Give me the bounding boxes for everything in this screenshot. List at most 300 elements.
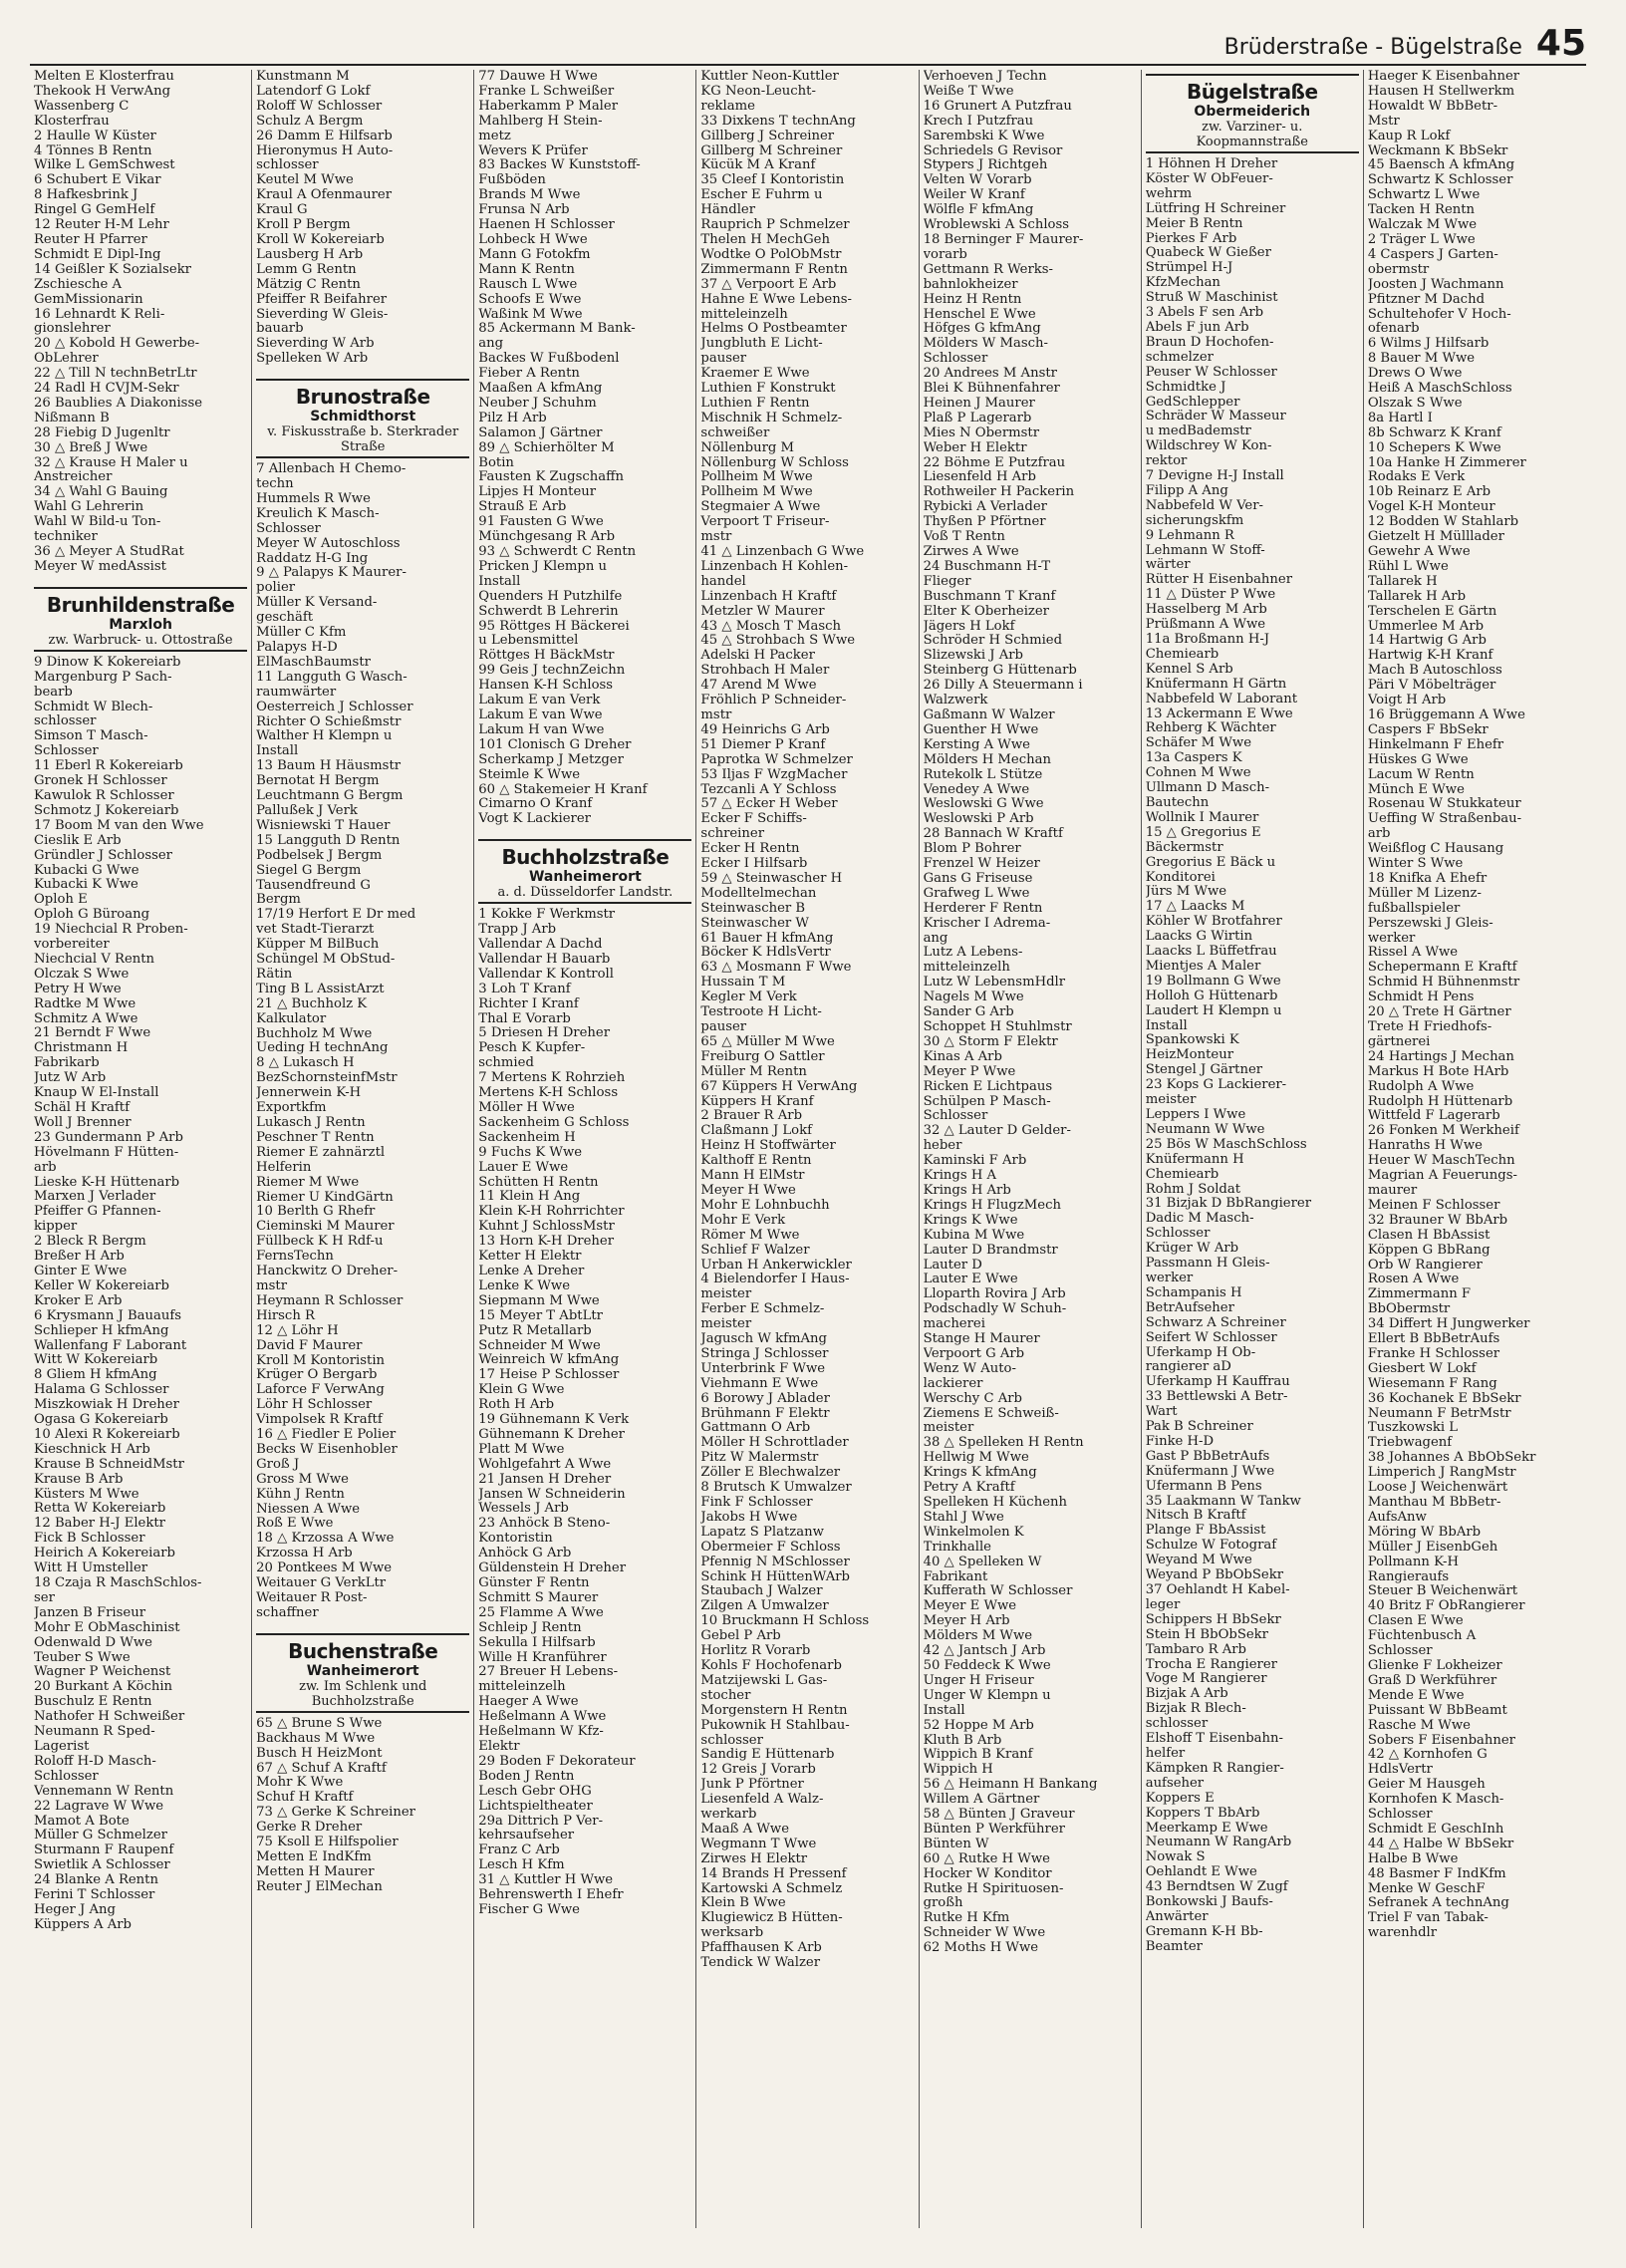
directory-entry: Buschulz E Rentn: [34, 1695, 152, 1710]
directory-entry: Jennerwein K-H: [256, 1086, 362, 1101]
directory-entry: techniker: [34, 530, 98, 545]
directory-entry: Krech I Putzfrau: [923, 114, 1034, 129]
street-name: Bügelstraße: [1187, 80, 1318, 104]
directory-entry: Knüfermann H: [1145, 1152, 1244, 1167]
directory-entry: Vallendar H Bauarb: [478, 952, 611, 967]
directory-entry: Freiburg O Sattler: [700, 1049, 825, 1064]
directory-entry: Jagusch W kfmAng: [700, 1332, 827, 1347]
directory-entry: 24 Buschmann H-T: [923, 559, 1051, 574]
directory-entry: Nißmann B: [34, 411, 110, 425]
directory-entry: Hüskes G Wwe: [1367, 752, 1469, 767]
directory-entry: 7 Devigne H-J Install: [1145, 469, 1284, 484]
directory-entry: Unger H Friseur: [923, 1673, 1034, 1688]
directory-entry: Brands M Wwe: [478, 188, 581, 203]
directory-entry: 21 Berndt F Wwe: [34, 1026, 151, 1041]
directory-entry: Wassenberg C: [34, 99, 130, 114]
directory-entry: aufseher: [1145, 1776, 1205, 1791]
directory-entry: Schepermann E Kraftf: [1367, 961, 1517, 976]
directory-entry: Möller H Schrottlader: [700, 1436, 849, 1451]
directory-entry: Oploh G Büroang: [34, 908, 150, 923]
directory-entry: vorbereiter: [34, 938, 110, 953]
directory-entry: Küsters M Wwe: [34, 1487, 139, 1502]
directory-entry: Clasen H BbAssist: [1367, 1228, 1490, 1243]
directory-entry: Markus H Bote HArb: [1367, 1064, 1509, 1079]
directory-entry: Boden J Rentn: [478, 1769, 575, 1784]
directory-entry: Rasche M Wwe: [1367, 1718, 1471, 1733]
directory-entry: Manthau M BbBetr-: [1367, 1496, 1501, 1510]
directory-entry: Zimmermann F Rentn: [700, 262, 848, 277]
directory-entry: 17 Heise P Schlosser: [478, 1368, 620, 1383]
directory-entry: Fieber A Rentn: [478, 367, 580, 382]
directory-entry: Kroll M Kontoristin: [256, 1353, 386, 1368]
directory-entry: BbObermstr: [1367, 1302, 1451, 1317]
directory-entry: Küppers H Kranf: [700, 1094, 814, 1109]
directory-entry: Wegmann T Wwe: [700, 1837, 817, 1851]
directory-entry: Gans G Friseuse: [923, 871, 1033, 886]
directory-entry: Ketter H Elektr: [478, 1250, 582, 1265]
directory-entry: 32 △ Lauter D Gelder-: [923, 1124, 1071, 1139]
directory-entry: Päri V Möbelträger: [1367, 679, 1496, 694]
directory-entry: ser: [34, 1590, 55, 1605]
directory-entry: schmelzer: [1145, 350, 1214, 365]
directory-entry: vet Stadt-Tierarzt: [256, 923, 375, 938]
directory-entry: Schneider M Wwe: [478, 1338, 601, 1353]
directory-entry: 3 Loh T Kranf: [478, 982, 571, 996]
directory-entry: 23 Anhöck B Steno-: [478, 1517, 611, 1532]
directory-entry: Kieschnick H Arb: [34, 1442, 150, 1457]
directory-entry: Lehmann W Stoff-: [1145, 543, 1265, 558]
directory-entry: Riemer E zahnärztl: [256, 1145, 386, 1160]
directory-entry: Kraul G: [256, 203, 308, 218]
directory-entry: Sander G Arb: [923, 1005, 1014, 1020]
directory-entry: Heßelmann W Kfz-: [478, 1725, 604, 1740]
directory-entry: Krüger O Bergarb: [256, 1368, 378, 1383]
directory-entry: Hanckwitz O Dreher-: [256, 1265, 399, 1279]
directory-entry: Füchtenbusch A: [1367, 1629, 1477, 1644]
directory-entry: 60 △ Rutke H Wwe: [923, 1851, 1050, 1866]
directory-entry: Puissant W BbBeamt: [1367, 1703, 1507, 1718]
directory-entry: 29 Boden F Dekorateur: [478, 1754, 636, 1769]
directory-entry: Schulze W Fotograf: [1145, 1539, 1277, 1554]
directory-entry: Klugiewicz B Hütten-: [700, 1911, 843, 1926]
directory-entry: Güldenstein H Dreher: [478, 1561, 627, 1576]
directory-entry: Zschiesche A: [34, 277, 122, 292]
directory-entry: Köhler W Brotfahrer: [1145, 915, 1282, 930]
directory-entry: 32 △ Krause H Maler u: [34, 455, 188, 470]
directory-entry: 15 △ Gregorius E: [1145, 825, 1261, 840]
directory-entry: mstr: [256, 1278, 288, 1293]
entry-list: [924, 70, 1137, 1956]
directory-entry: Haeger A Wwe: [478, 1695, 579, 1710]
column-1: [30, 70, 252, 2228]
directory-entry: Bizjak A Arb: [1145, 1687, 1228, 1702]
directory-entry: Rätin: [256, 967, 293, 982]
directory-entry: Thal E Vorarb: [478, 1011, 571, 1026]
directory-entry: 67 Küppers H VerwAng: [700, 1079, 858, 1094]
directory-entry: Schampanis H: [1145, 1285, 1242, 1300]
directory-entry: Anstreicher: [34, 470, 113, 485]
directory-entry: Voigt H Arb: [1367, 694, 1447, 709]
directory-entry: 17/19 Herfort E Dr med: [256, 908, 416, 923]
directory-entry: Ecker H Rentn: [700, 842, 800, 857]
entry-list: [256, 1717, 469, 1895]
directory-entry: Kraul A Ofenmaurer: [256, 188, 393, 203]
directory-entry: Lutz A Lebens-: [923, 946, 1023, 961]
directory-entry: Tendick W Walzer: [700, 1956, 821, 1971]
directory-entry: Jakobs H Wwe: [700, 1510, 798, 1525]
directory-entry: Weyand M Wwe: [1145, 1554, 1252, 1568]
directory-entry: Chemiearb: [1145, 647, 1220, 662]
directory-entry: Sobers F Eisenbahner: [1367, 1733, 1515, 1748]
directory-entry: leger: [1145, 1597, 1181, 1612]
directory-entry: Install: [923, 1703, 965, 1718]
directory-entry: Keutel M Wwe: [256, 173, 354, 188]
directory-entry: 93 △ Schwerdt C Rentn: [478, 545, 637, 559]
directory-entry: 6 Schubert E Vikar: [34, 173, 161, 188]
directory-entry: ang: [478, 337, 504, 352]
directory-entry: Tambaro R Arb: [1145, 1642, 1246, 1657]
directory-entry: Fink F Schlosser: [700, 1496, 813, 1510]
directory-entry: Heirich A Kokereiarb: [34, 1547, 175, 1561]
directory-entry: Mann G Fotokfm: [478, 247, 591, 262]
directory-entry: Janzen B Friseur: [34, 1605, 146, 1620]
directory-entry: Busch H HeizMont: [256, 1746, 383, 1761]
directory-entry: BetrAufseher: [1145, 1300, 1234, 1315]
directory-entry: Hansen K-H Schloss: [478, 679, 614, 694]
directory-entry: Ecker I Hilfsarb: [700, 857, 808, 872]
directory-entry: 53 Iljas F WzgMacher: [700, 767, 848, 782]
entry-list: [34, 70, 247, 575]
directory-entry: Meyer E Wwe: [923, 1599, 1017, 1614]
directory-entry: Lemm G Rentn: [256, 262, 357, 277]
directory-entry: Krings H Arb: [923, 1183, 1011, 1198]
directory-entry: Ricken E Lichtpaus: [923, 1079, 1053, 1094]
directory-entry: Hirsch R: [256, 1308, 315, 1323]
directory-entry: Waßink M Wwe: [478, 307, 583, 322]
directory-entry: Lohbeck H Wwe: [478, 232, 588, 247]
directory-entry: Verpoort G Arb: [923, 1346, 1025, 1361]
directory-entry: Schultehofer V Hoch-: [1367, 307, 1511, 322]
directory-entry: Brühmann F Elektr: [700, 1406, 830, 1421]
directory-entry: Hahne E Wwe Lebens-: [700, 292, 852, 307]
directory-entry: Heiß A MaschSchloss: [1367, 382, 1512, 397]
directory-entry: Ting B L AssistArzt: [256, 982, 385, 996]
directory-entry: Kubina M Wwe: [923, 1228, 1025, 1243]
directory-entry: schlosser: [34, 714, 97, 729]
directory-entry: 34 △ Wahl G Bauing: [34, 485, 168, 500]
directory-entry: Händler: [700, 203, 756, 218]
directory-entry: 20 △ Trete H Gärtner: [1367, 1005, 1511, 1020]
directory-entry: Krüger W Arb: [1145, 1242, 1239, 1257]
directory-entry: Quabeck W Gießer: [1145, 246, 1271, 261]
directory-entry: Morgenstern H Rentn: [700, 1703, 848, 1718]
directory-entry: 10 Bruckmann H Schloss: [700, 1614, 870, 1629]
directory-entry: Glienke F Lokheizer: [1367, 1658, 1502, 1673]
directory-entry: Ummerlee M Arb: [1367, 619, 1485, 634]
directory-entry: Wohlgefahrt A Wwe: [478, 1457, 612, 1472]
directory-entry: Quenders H Putzhilfe: [478, 589, 623, 604]
directory-entry: Graß D Werkführer: [1367, 1673, 1497, 1688]
entry-list: [34, 656, 247, 1933]
directory-entry: Junk P Pförtner: [700, 1778, 804, 1793]
directory-entry: Mientjes A Maler: [1145, 959, 1261, 974]
directory-entry: Metzler W Maurer: [700, 604, 825, 619]
directory-entry: Laudert H Klempn u: [1145, 1003, 1282, 1018]
directory-entry: Voge M Rangierer: [1145, 1672, 1267, 1687]
directory-entry: Viehmann E Wwe: [700, 1376, 819, 1391]
directory-entry: Pfeiffer G Pfannen-: [34, 1205, 161, 1220]
directory-entry: 38 Johannes A BbObSekr: [1367, 1451, 1536, 1466]
directory-entry: Hieronymus H Auto-: [256, 143, 394, 158]
column-4: [696, 70, 919, 2228]
directory-entry: Lutz W LebensmHdlr: [923, 976, 1066, 991]
directory-entry: Klosterfrau: [34, 114, 110, 129]
directory-entry: 16 △ Fiedler E Polier: [256, 1428, 397, 1443]
directory-entry: Horlitz R Vorarb: [700, 1644, 811, 1659]
directory-entry: Mohr E ObMaschinist: [34, 1620, 180, 1635]
directory-entry: 11 Langguth G Wasch-: [256, 670, 407, 685]
directory-entry: Reuter J ElMechan: [256, 1879, 383, 1894]
directory-entry: Pollheim M Wwe: [700, 485, 813, 500]
directory-entry: Lütfring H Schreiner: [1145, 201, 1286, 216]
directory-entry: Kersting A Wwe: [923, 737, 1030, 752]
directory-entry: gionslehrer: [34, 322, 111, 337]
directory-entry: werkarb: [700, 1808, 757, 1823]
directory-entry: maurer: [1367, 1183, 1418, 1198]
directory-entry: vorarb: [923, 247, 967, 262]
directory-entry: Weißflog C Hausang: [1367, 842, 1504, 857]
directory-entry: 29a Dittrich P Ver-: [478, 1814, 604, 1829]
directory-entry: Gillberg J Schreiner: [700, 129, 835, 143]
directory-entry: Kroll P Bergm: [256, 218, 351, 233]
directory-entry: 16 Grunert A Putzfrau: [923, 99, 1072, 114]
directory-entry: Tacken H Rentn: [1367, 203, 1476, 218]
directory-entry: 99 Geis J technZeichn: [478, 664, 626, 679]
directory-entry: Krings K Wwe: [923, 1213, 1018, 1228]
directory-entry: Cieslik E Arb: [34, 833, 122, 848]
directory-entry: 42 △ Kornhofen G: [1367, 1748, 1488, 1763]
directory-entry: Mölders W Masch-: [923, 337, 1048, 352]
directory-entry: 25 Bös W MaschSchloss: [1145, 1137, 1307, 1152]
directory-entry: Haenen H Schlosser: [478, 218, 615, 233]
directory-entry: Wahl G Lehrerin: [34, 500, 144, 515]
directory-entry: 52 Hoppe M Arb: [923, 1718, 1034, 1733]
directory-entry: 26 Fonken M Werkheif: [1367, 1124, 1519, 1139]
directory-entry: 19 Bollmann G Wwe: [1145, 974, 1281, 989]
directory-entry: Ellert B BbBetrAufs: [1367, 1332, 1500, 1347]
directory-entry: Lesch Gebr OHG: [478, 1784, 592, 1799]
directory-entry: Heßelmann A Wwe: [478, 1710, 607, 1725]
directory-entry: Gründler J Schlosser: [34, 848, 172, 863]
directory-entry: 32 Brauner W BbArb: [1367, 1213, 1508, 1228]
directory-entry: Kinas A Arb: [923, 1049, 1002, 1064]
directory-entry: Mölders H Mechan: [923, 752, 1051, 767]
directory-entry: Oehlandt E Wwe: [1145, 1865, 1257, 1880]
street-district: Wanheimerort: [306, 1662, 419, 1679]
directory-entry: 38 △ Spelleken H Rentn: [923, 1436, 1084, 1451]
directory-entry: mstr: [700, 530, 732, 545]
directory-entry: Stringa J Schlosser: [700, 1346, 829, 1361]
directory-entry: 1 Höhnen H Dreher: [1145, 157, 1278, 171]
directory-entry: Nöllenburg M: [700, 440, 795, 455]
directory-entry: Bäckermstr: [1145, 840, 1223, 855]
directory-entry: schlosser: [1145, 1717, 1209, 1732]
directory-entry: Ueding H technAng: [256, 1041, 389, 1056]
directory-entry: 75 Ksoll E Hilfspolier: [256, 1836, 399, 1850]
directory-entry: Mölders M Wwe: [923, 1629, 1033, 1644]
directory-entry: 20 Andrees M Anstr: [923, 367, 1057, 382]
directory-entry: AufsAnw: [1367, 1510, 1427, 1525]
directory-entry: Schräder W Masseur: [1145, 410, 1286, 425]
directory-entry: Sackenheim G Schloss: [478, 1115, 630, 1130]
directory-entry: Vimpolsek R Kraftf: [256, 1413, 383, 1428]
directory-entry: Wille H Kranführer: [478, 1650, 607, 1665]
directory-entry: Christmann H: [34, 1041, 129, 1056]
directory-entry: Palapys H-D: [256, 641, 338, 655]
directory-entry: 40 △ Spelleken W: [923, 1555, 1042, 1569]
directory-entry: Schlosser: [1367, 1808, 1433, 1823]
directory-entry: ElMaschBaumstr: [256, 655, 371, 670]
directory-entry: Limperich J RangMstr: [1367, 1466, 1516, 1481]
directory-entry: 36 △ Meyer A StudRat: [34, 545, 184, 559]
directory-entry: Lauter E Wwe: [923, 1273, 1018, 1287]
directory-entry: Haeger K Eisenbahner: [1367, 70, 1520, 84]
directory-entry: Schmidt E Dipl-Ing: [34, 247, 161, 262]
directory-entry: 8 Bauer M Wwe: [1367, 352, 1476, 367]
directory-entry: Helms O Postbeamter: [700, 322, 847, 337]
directory-entry: KG Neon-Leucht-: [700, 84, 816, 99]
directory-entry: Kennel S Arb: [1145, 662, 1233, 677]
directory-entry: Müller K Versand-: [256, 596, 378, 611]
directory-entry: Pitz W Malermstr: [700, 1451, 819, 1466]
directory-entry: Luthien F Konstrukt: [700, 382, 836, 397]
directory-entry: 19 Gühnemann K Verk: [478, 1413, 630, 1428]
directory-entry: Nöllenburg W Schloss: [700, 455, 849, 470]
directory-entry: Hocker W Konditor: [923, 1866, 1052, 1881]
directory-entry: Füllbeck K H Rdf-u: [256, 1235, 384, 1250]
directory-entry: Walczak M Wwe: [1367, 218, 1478, 233]
directory-entry: 7 Allenbach H Chemo-: [256, 462, 406, 477]
directory-entry: Triel F van Tabak-: [1367, 1911, 1489, 1926]
directory-entry: Matzijewski L Gas-: [700, 1673, 828, 1688]
directory-entry: u medBademstr: [1145, 425, 1251, 439]
directory-entry: 13 Horn K-H Dreher: [478, 1235, 615, 1250]
directory-entry: 12 Reuter H-M Lehr: [34, 218, 169, 233]
directory-entry: Knüfermann J Wwe: [1145, 1464, 1275, 1479]
directory-entry: Seifert W Schlosser: [1145, 1330, 1277, 1345]
directory-entry: Krause B SchneidMstr: [34, 1457, 184, 1472]
directory-entry: mitteleinzelh: [923, 961, 1010, 976]
directory-entry: Install: [478, 574, 521, 589]
directory-entry: Mahlberg H Stein-: [478, 114, 603, 129]
directory-entry: Woll J Brenner: [34, 1115, 132, 1130]
directory-entry: Kaup R Lokf: [1367, 129, 1451, 143]
directory-entry: 4 Caspers J Garten-: [1367, 247, 1498, 262]
directory-entry: Kämpken R Rangier-: [1145, 1761, 1284, 1776]
directory-entry: 22 △ Till N technBetrLtr: [34, 367, 197, 382]
directory-entry: Knüfermann H Gärtn: [1145, 677, 1287, 692]
directory-entry: Mies N Obermstr: [923, 425, 1040, 440]
directory-entry: 12 Bodden W Stahlarb: [1367, 515, 1519, 530]
directory-entry: Kunstmann M: [256, 70, 350, 84]
directory-entry: Mertens K-H Schloss: [478, 1086, 619, 1101]
directory-entry: Neumann W RangArb: [1145, 1836, 1292, 1850]
directory-entry: 2 Brauer R Arb: [700, 1109, 803, 1124]
directory-entry: 37 Oehlandt H Kabel-: [1145, 1583, 1290, 1597]
directory-entry: Richter I Kranf: [478, 996, 579, 1011]
directory-entry: 14 Brands H Pressenf: [700, 1866, 847, 1881]
directory-entry: Filipp A Ang: [1145, 483, 1228, 498]
directory-entry: Gast P BbBetrAufs: [1145, 1449, 1270, 1464]
directory-entry: Weiße T Wwe: [923, 84, 1014, 99]
directory-entry: 25 Flamme A Wwe: [478, 1605, 604, 1620]
directory-entry: Trocha E Rangierer: [1145, 1657, 1277, 1672]
directory-entry: 23 Kops G Lackierer-: [1145, 1078, 1287, 1093]
directory-entry: Heymann R Schlosser: [256, 1293, 404, 1308]
directory-entry: Roloff W Schlosser: [256, 99, 383, 114]
street-note: a. d. Düsseldorfer Landstr.: [497, 885, 674, 901]
directory-entry: Botin: [478, 455, 514, 470]
directory-entry: Menke W GeschF: [1367, 1881, 1486, 1896]
directory-entry: Rothweiler H Packerin: [923, 485, 1075, 500]
directory-entry: Metten E IndKfm: [256, 1849, 372, 1864]
street-district: Obermeiderich: [1194, 104, 1311, 120]
directory-entry: Jürs M Wwe: [1145, 885, 1227, 900]
directory-entry: 13 Ackermann E Wwe: [1145, 707, 1293, 721]
directory-entry: 60 △ Stakemeier H Kranf: [478, 782, 648, 797]
directory-entry: 19 Niechcial R Proben-: [34, 923, 188, 938]
directory-entry: 65 △ Brune S Wwe: [256, 1716, 383, 1731]
directory-entry: Schlief F Walzer: [700, 1243, 810, 1258]
directory-entry: Lauer E Wwe: [478, 1160, 569, 1175]
directory-entry: Wollnik I Maurer: [1145, 810, 1259, 825]
directory-entry: 9 Dinow K Kokereiarb: [34, 655, 181, 670]
entry-list: [478, 70, 691, 827]
directory-entry: Wippich B Kranf: [923, 1748, 1033, 1763]
directory-entry: Weber H Elektr: [923, 440, 1027, 455]
entry-list: [1368, 70, 1582, 1941]
directory-entry: 83 Backes W Kunststoff-: [478, 158, 641, 173]
directory-entry: 20 Burkant A Köchin: [34, 1680, 173, 1695]
directory-entry: Meerkamp E Wwe: [1145, 1821, 1268, 1836]
directory-entry: Mach B Autoschloss: [1367, 664, 1502, 679]
directory-entry: 63 △ Mosmann F Wwe: [700, 961, 852, 976]
directory-entry: Voß T Rentn: [923, 530, 1005, 545]
directory-entry: Lakum E van Verk: [478, 694, 601, 709]
directory-entry: Mohr K Wwe: [256, 1776, 344, 1791]
directory-entry: Gross M Wwe: [256, 1472, 349, 1487]
directory-entry: Weiler W Kranf: [923, 188, 1025, 203]
directory-entry: ang: [923, 931, 948, 946]
directory-entry: Steinberg G Hüttenarb: [923, 664, 1077, 679]
directory-entry: Schriedels G Revisor: [923, 143, 1063, 158]
directory-entry: Schoofs E Wwe: [478, 292, 582, 307]
directory-entry: Schütten H Rentn: [478, 1175, 599, 1190]
street-note: zw. Im Schlenk und Buchholzstraße: [299, 1678, 427, 1709]
directory-entry: 16 Lehnardt K Reli-: [34, 307, 165, 322]
directory-entry: Rauprich P Schmelzer: [700, 218, 850, 233]
directory-entry: Petry A Kraftf: [923, 1481, 1015, 1496]
directory-entry: Backes W Fußbodenl: [478, 352, 620, 367]
directory-entry: Walther H Klempn u: [256, 729, 393, 744]
directory-entry: Nabbefeld W Ver-: [1145, 498, 1263, 513]
directory-entry: Escher E Fuhrm u: [700, 188, 823, 203]
directory-entry: Fußböden: [478, 173, 546, 188]
directory-entry: Kuttler Neon-Kuttler: [700, 70, 839, 84]
column-5: [920, 70, 1142, 2228]
directory-entry: 9 △ Palapys K Maurer-: [256, 566, 406, 581]
directory-entry: Müller J EisenbGeh: [1367, 1540, 1498, 1555]
